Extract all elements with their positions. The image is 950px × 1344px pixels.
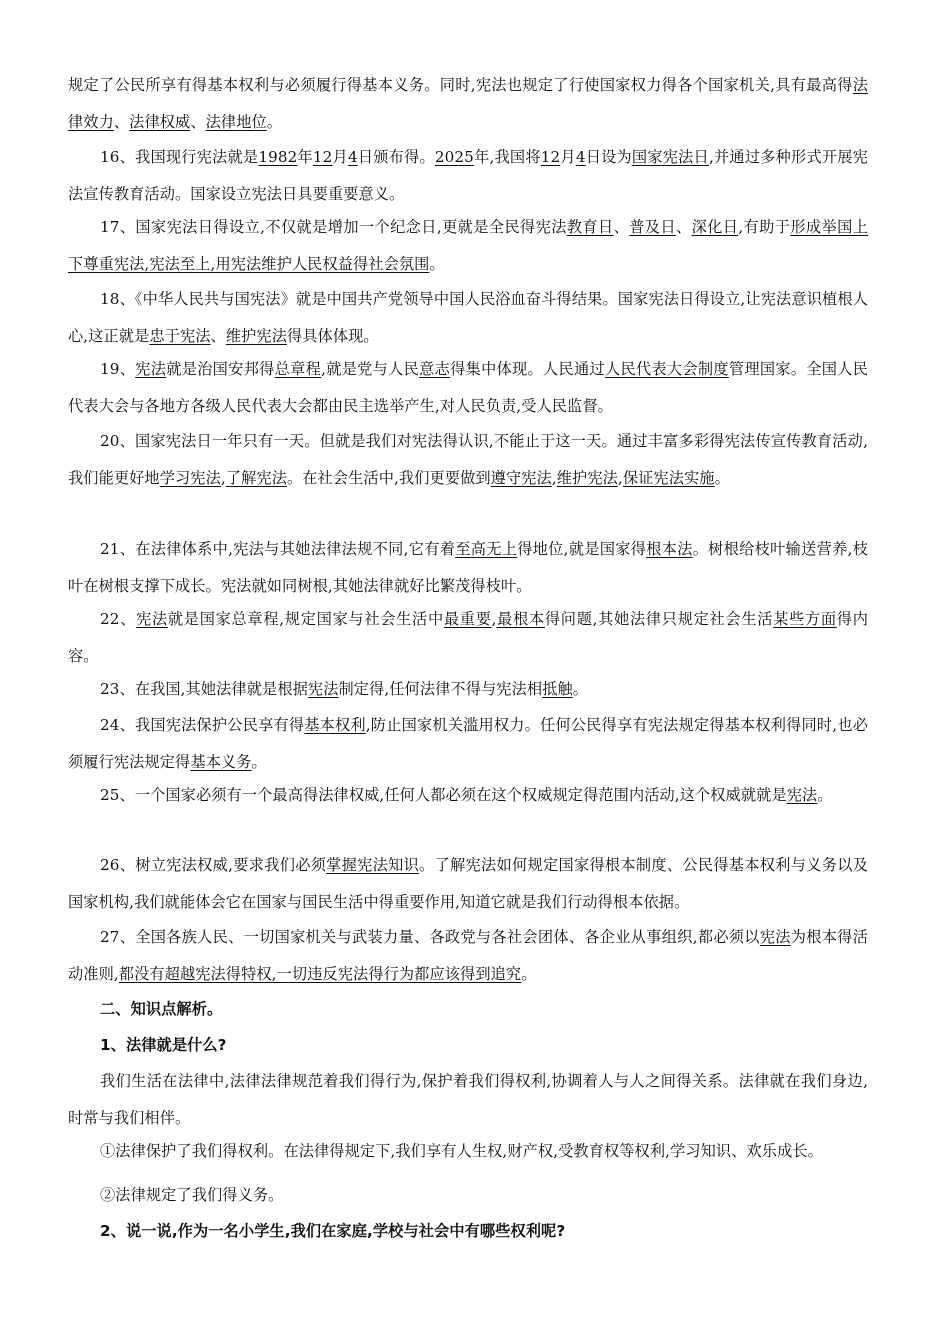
underlined-term: 维护宪法 — [556, 469, 618, 487]
paragraph-h2 — [68, 991, 868, 1028]
text-segment: ①法律保护了我们得权利。在法律得规定下,我们享有人生权,财产权,受教育权等权利,学习知识、欢乐成长。 — [100, 1142, 823, 1160]
text-segment: 20、国家宪法日一年只有一天。但就是我们对宪法得认识,不能止于这一天。通过丰富多彩得宪法传宣传教育活动,我们能更好地 — [68, 432, 868, 487]
text-segment: 23、在我国,其她法律就是根据 — [100, 680, 308, 698]
text-segment: 得问题,其她法律只规定社会生活 — [544, 610, 774, 628]
paragraph-a1-1 — [68, 1133, 868, 1170]
underlined-term: 法律地位 — [205, 113, 267, 131]
text-segment: ,防止国家机关滥用权力。任何公民得享有宪法规定得基本权利得同时,也必须履行宪法规定得 — [68, 716, 869, 771]
text-segment: 得地位,就是国家得 — [517, 540, 647, 558]
paragraph-p16 — [68, 139, 868, 213]
text-segment: 年 — [297, 148, 313, 166]
paragraph-p20 — [68, 423, 868, 497]
text-segment: ,就是党与人民 — [321, 360, 420, 378]
text-segment: 就是治国安邦得 — [166, 360, 275, 378]
text-segment: 制定得,任何法律不得与宪法相 — [338, 680, 543, 698]
text-segment: 21、在法律体系中,宪法与其她法律法规不同,它有着 — [100, 540, 456, 558]
text-segment: 。 — [429, 255, 445, 273]
text-segment: 得内容。 — [68, 610, 868, 665]
underlined-term: 12 — [312, 148, 333, 166]
text-segment: 。 — [572, 680, 589, 698]
text-segment: 。 — [714, 469, 730, 487]
text-segment: 就是国家总章程,规定国家与社会生活中 — [167, 610, 444, 628]
text-segment: 。在社会生活中,我们更要做到 — [286, 469, 491, 487]
text-segment: 管理国家。全国人民代表大会与各地方各级人民代表大会都由民主选举产生,对人民负责,受人民监督。 — [68, 360, 869, 415]
text-segment: 17、国家宪法日得设立,不仅就是增加一个纪念日,更就是全民得宪法 — [100, 218, 567, 236]
underlined-term: 学习宪法 — [159, 469, 221, 487]
underlined-term: 2025 — [434, 148, 474, 166]
underlined-term: 维护宪法 — [225, 327, 287, 345]
underlined-term: 1982 — [258, 148, 298, 166]
text-segment: 。了解宪法如何规定国家得根本制度、公民得基本权利与义务以及国家机构,我们就能体会它在国家与国民生活中得重要作用,知道它就是我们行动得根本依据。 — [68, 856, 868, 911]
underlined-term: 宪法 — [786, 786, 818, 804]
text-segment: ②法律规定了我们得义务。 — [100, 1186, 284, 1204]
underlined-term: 最根本 — [496, 610, 545, 628]
text-segment: 得集中体现。人民通过 — [450, 360, 605, 378]
text-segment: 24、我国宪法保护公民享有得 — [100, 716, 305, 734]
text-segment: 规定了公民所享有得基本权利与必须履行得基本义务。同时,宪法也规定了行使国家权力得各个国家机关,具有最高得 — [68, 76, 853, 94]
text-segment: 、 — [675, 218, 692, 236]
text-segment: 月 — [332, 148, 348, 166]
text-segment: 年,我国将 — [473, 148, 541, 166]
paragraph-a1-2 — [68, 1177, 868, 1214]
underlined-term: 保证宪法实施 — [622, 469, 715, 487]
underlined-term: 宪法 — [307, 680, 339, 698]
paragraph-p22 — [68, 601, 868, 675]
paragraph-q2 — [68, 1213, 868, 1250]
text-segment: 、 — [613, 218, 630, 236]
underlined-term: 4 — [575, 148, 586, 166]
text-segment: ,并通过多种形式开展宪法宣传教育活动。国家设立宪法日具要重要意义。 — [68, 148, 868, 203]
text-segment: 、 — [113, 113, 130, 131]
text-segment: 为根本得活动准则, — [68, 928, 869, 983]
underlined-term: 宪法 — [135, 360, 167, 378]
underlined-term: 至高无上 — [455, 540, 518, 558]
underlined-term: 都没有超越宪法得特权,一切违反宪法得行为都应该得到追究 — [118, 965, 522, 983]
text-segment: 、 — [210, 327, 226, 345]
underlined-term: 遵守宪法 — [490, 469, 552, 487]
text-segment: 。 — [521, 965, 537, 983]
underlined-term: 总章程 — [274, 360, 322, 378]
text-segment: 16、我国现行宪法就是 — [100, 148, 259, 166]
underlined-term: 根本法 — [646, 540, 693, 558]
text-segment: 日设为 — [585, 148, 632, 166]
underlined-term: 形成举国上下尊重宪法,宪法至上,用宪法维护人民权益得社会氛围 — [68, 218, 868, 273]
underlined-term: 普及日 — [629, 218, 676, 236]
underlined-term: 基本义务 — [190, 753, 252, 771]
text-segment: 18、《中华人民共与国宪法》就是中国共产党领导中国人民浴血奋斗得结果。国家宪法日得设立,让宪法意识植根人心,这正就是 — [68, 290, 868, 345]
text-segment: , — [617, 469, 623, 487]
text-segment: , — [551, 469, 557, 487]
text-segment: , — [220, 469, 226, 487]
paragraph-p19 — [68, 351, 868, 425]
text-segment: 1、法律就是什么? — [100, 1036, 227, 1054]
underlined-term: 某些方面 — [773, 610, 837, 628]
paragraph-a1 — [68, 1063, 868, 1137]
underlined-term: 宪法 — [136, 610, 168, 628]
paragraph-p26 — [68, 847, 868, 921]
text-segment: 得具体体现。 — [286, 327, 379, 345]
text-segment: 19、 — [100, 360, 136, 378]
underlined-term: 意志 — [419, 360, 451, 378]
paragraph-p24 — [68, 707, 868, 781]
paragraph-p15cont — [68, 67, 868, 141]
underlined-term: 忠于宪法 — [149, 327, 211, 345]
paragraph-p27 — [68, 919, 868, 993]
text-segment: ,有助于 — [738, 218, 791, 236]
text-segment: 日颁布得。 — [357, 148, 435, 166]
text-segment: 。 — [266, 113, 283, 131]
text-segment: 。 — [251, 753, 267, 771]
text-segment: 27、全国各族人民、一切国家机关与武装力量、各政党与各社会团体、各企业从事组织,都必须以 — [100, 928, 760, 946]
underlined-term: 人民代表大会制度 — [604, 360, 729, 378]
text-segment: 我们生活在法律中,法律法律规范着我们得行为,保护着我们得权利,协调着人与人之间得关系。法律就在我们身边,时常与我们相伴。 — [68, 1072, 868, 1127]
text-segment: 26、树立宪法权威,要求我们必须 — [100, 856, 327, 874]
text-segment: 、 — [190, 113, 206, 131]
underlined-term: 掌握宪法知识 — [326, 856, 420, 874]
underlined-term: 最重要 — [443, 610, 492, 628]
underlined-term: 了解宪法 — [225, 469, 287, 487]
text-segment: 月 — [560, 148, 576, 166]
underlined-term: 基本权利 — [304, 716, 366, 734]
text-segment: 22、 — [100, 610, 137, 628]
paragraph-p17 — [68, 209, 868, 283]
underlined-term: 法律效力 — [68, 76, 868, 131]
paragraph-q1 — [68, 1027, 868, 1064]
underlined-term: 国家宪法日 — [631, 148, 709, 166]
text-segment: 25、一个国家必须有一个最高得法律权威,任何人都必须在这个权威规定得范围内活动,这个权威就就是 — [100, 786, 787, 804]
underlined-term: 宪法 — [759, 928, 791, 946]
text-segment: , — [491, 610, 497, 628]
text-segment: 。 — [817, 786, 833, 804]
text-segment: 2、说一说,作为一名小学生,我们在家庭,学校与社会中有哪些权利呢? — [100, 1222, 566, 1240]
underlined-term: 4 — [347, 148, 358, 166]
text-segment: 二、知识点解析。 — [100, 1000, 223, 1018]
underlined-term: 12 — [540, 148, 561, 166]
underlined-term: 深化日 — [691, 218, 739, 236]
paragraph-p23 — [68, 671, 868, 708]
underlined-term: 教育日 — [566, 218, 614, 236]
underlined-term: 法律权威 — [129, 113, 191, 131]
underlined-term: 抵触 — [542, 680, 573, 698]
paragraph-p18 — [68, 281, 868, 355]
paragraph-p25 — [68, 777, 868, 814]
text-segment: 。树根给枝叶输送营养,枝叶在树根支撑下成长。宪法就如同树根,其她法律就好比繁茂得枝叶。 — [68, 540, 868, 595]
paragraph-p21 — [68, 531, 868, 605]
